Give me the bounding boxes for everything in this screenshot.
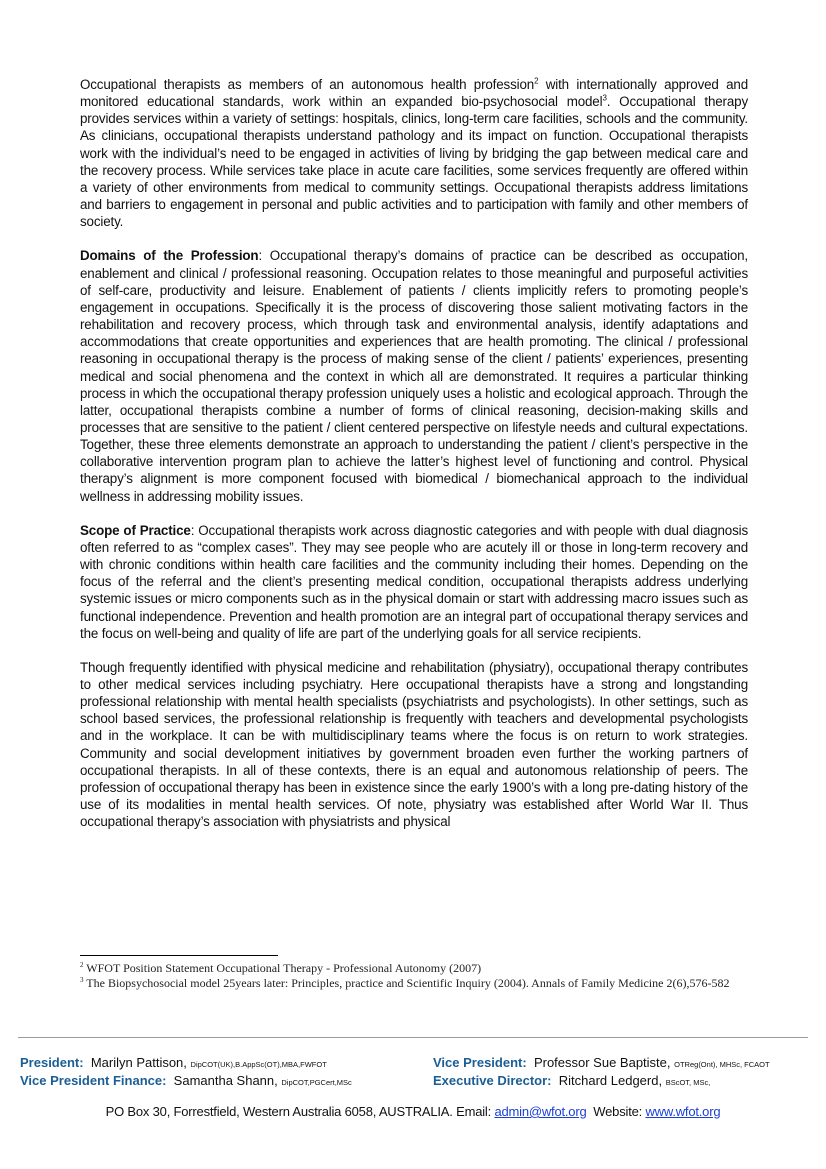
officer-president: President: Marilyn Pattison, DipCOT(UK),B.AppSc(OT),MBA,FWFOT [20,1055,327,1070]
officer-executive-director: Executive Director: Ritchard Ledgerd, BScOT, MSc, [433,1073,711,1088]
officer-vice-president: Vice President: Professor Sue Baptiste, OTReg(Ont), MHSc, FCAOT [433,1055,770,1070]
footnote-ref-3[interactable]: 3 [602,93,607,103]
domains-heading: Domains of the Profession [80,248,259,264]
officers-left [20,1055,352,1091]
footnote-3: $^3$ The Biopsychosocial model 25years later: Principles, practice and Scientific Inquiry (2004). Annals of Family Medicine 2(6),576-582 [80,975,730,990]
domains-paragraph: Domains of the Profession: Occupational therapy’s domains of practice can be described as occupation, enablement and clinical / professional reasoning. Occupation relates to those meaningful and purposeful activities of self-care, productivity and leisure. Enablement of patients / clients implicitly refers to promoting people’s engagement in occupations. Specifically it is the process of discovering those salient motivating factors in the rehabilitation and recovery process, which through task and environmental analysis, identify adaptations and accommodations that create opportunities and experiences that are health promoting. The clinical / professional reasoning in occupational therapy is the process of making sense of the client / patients’ experiences, presenting medical and social phenomena and the context in which all are demonstrated. It requires a particular thinking process in which the occupational therapy profession uniquely uses a holistic and ecological approach. Through the latter, occupational therapists combine a number of forms of clinical reasoning, decision-making skills and processes that are sensitive to the patient / client centered perspective on lifestyle needs and cultural expectations. Together, these three elements demonstrate an approach to understanding the patient / client’s perspective in the collaborative intervention program plan to achieve the latter’s highest level of functioning and control. Physical therapy’s alignment is more component focused with biomedical / biomechanical approach to the individual wellness in addressing mobility issues. [80,248,749,504]
contact-address: PO Box 30, Forrestfield, Western Australia 6058, AUSTRALIA. Email: admin@wfot.org Website: www.wfot.org [105,1104,721,1119]
relationships-paragraph: Though frequently identified with physical medicine and rehabilitation (physiatry), occupational therapy contributes to other medical services including psychiatry. Here occupational therapists have a strong and longstanding professional relationship with mental health specialists (psychiatrists and psychologists). In other settings, such as school based services, the professional relationship is frequently with teachers and developmental psychologists and in the workplace. It can be with multidisciplinary teams where the focus is on return to work strategies. Community and social development initiatives by government broaden even further the working partners of occupational therapists. In all of these contexts, there is an equal and autonomous relationship of peers. The profession of occupational therapy has been in existence since the early 1900’s with a long pre-dating history of the use of its modalities in mental health services. Of note, physiatry was established after World War II. Thus occupational therapy’s association with physiatrists and physical [80,659,748,830]
intro-paragraph: Occupational therapists as members of an autonomous health profession$^2$ with internationally approved and monitored educational standards, work within an expanded bio-psychosocial model$^3$. Occupational therapy provides services within a variety of settings: hospitals, clinics, long-term care facilities, schools and the community. As clinicians, occupational therapists understand pathology and its impact on function. Occupational therapists work with the individual’s need to be engaged in activities of living by bridging the gap between medical care and the recovery process. While services take place in acute care facilities, some services frequently are offered within a variety of other environments from medical to community settings. Occupational therapists address limitations and barriers to engagement in personal and public activities and to participation with family and other members of society. [80,76,749,230]
footnotes [80,961,748,990]
scope-heading: Scope of Practice [80,522,191,538]
footnote-ref-2[interactable]: 2 [534,76,539,86]
email-link[interactable]: admin@wfot.org [494,1104,587,1119]
document-body [80,76,748,847]
footer-divider [18,1037,808,1038]
footnote-2: $^2$ WFOT Position Statement Occupational Therapy - Professional Autonomy (2007) [80,961,482,975]
footnote-divider [80,955,278,956]
website-link[interactable]: www.wfot.org [645,1104,721,1119]
officer-vp-finance: Vice President Finance: Samantha Shann, DipCOT,PGCert,MSc [20,1073,352,1088]
scope-paragraph: Scope of Practice: Occupational therapists work across diagnostic categories and with people with dual diagnosis often referred to as “complex cases”. They may see people who are acutely ill or those in long-term recovery and with chronic conditions within health care facilities and the community including their homes. Depending on the focus of the referral and the client’s presenting medical condition, occupational therapists address underlying systemic issues or micro components such as in the physical domain or start with addressing macro issues such as functional independence. Prevention and health promotion are an integral part of occupational therapy services and the focus on well-being and quality of life are part of the underlying goals for all service recipients. [80,522,748,641]
officers-right [433,1055,770,1091]
